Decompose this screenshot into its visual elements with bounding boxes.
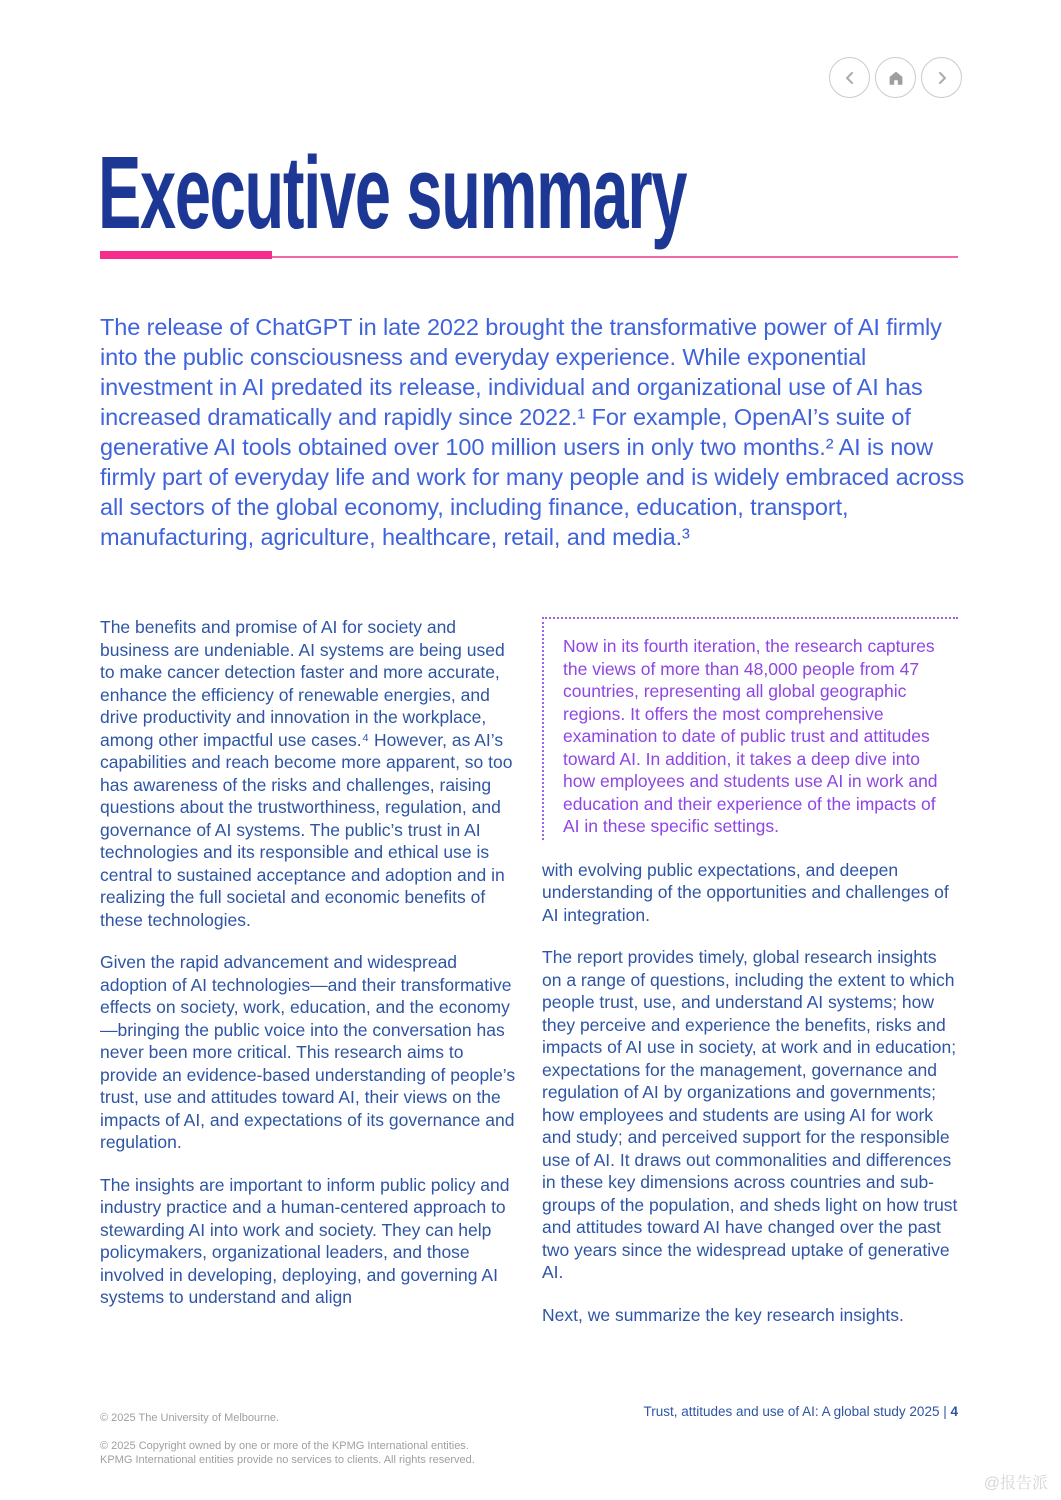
watermark: @报告派 xyxy=(983,1475,1048,1492)
copyright-kpmg xyxy=(100,1440,475,1467)
body-paragraph: The insights are important to inform public policy and industry practice and a human-centered approach to stewarding AI into work and society. They can help policymakers, organizational leaders, and those involved in developing, deploying, and governing AI systems to understand and align xyxy=(100,1174,510,1307)
body-paragraph: Next, we summarize the key research insights. xyxy=(542,1304,904,1325)
title-underline-line xyxy=(272,256,958,258)
chevron-left-icon xyxy=(843,71,857,85)
footer-separator: | xyxy=(939,1404,951,1419)
title-underline xyxy=(100,251,958,260)
intro-paragraph: The release of ChatGPT in late 2022 brought the transformative power of AI firmly into the public consciousness and everyday experience. While exponential investment in AI predated its release, individual and organizational use of AI has increased dramatically and rapidly since 2022.¹ For example, OpenAI’s suite of generative AI tools obtained over 100 million users in only two months.² AI is now firmly part of everyday life and work for many people and is widely embraced across all sectors of the global economy, including finance, education, transport, manufacturing, agriculture, healthcare, retail, and media.³ xyxy=(100,314,965,550)
body-paragraph: The benefits and promise of AI for society and business are undeniable. AI systems are being used to make cancer detection faster and more accurate, enhance the efficiency of renewable energies, and drive productivity and innovation in the workplace, among other impactful use cases.⁴ However, as AI’s capabilities and reach become more apparent, so too has awareness of the risks and challenges, raising questions about the trustworthiness, regulation, and governance of AI systems. The public’s trust in AI technologies and its responsible and ethical use is central to sustained acceptance and adoption and in realizing the full societal and economic benefits of these technologies. xyxy=(100,617,513,930)
title-underline-accent xyxy=(100,251,272,259)
page-number: 4 xyxy=(950,1404,958,1419)
back-button[interactable] xyxy=(829,57,870,98)
left-column xyxy=(100,616,521,1329)
right-column xyxy=(542,617,958,1346)
body-paragraph: The report provides timely, global research insights on a range of questions, including the extent to which people trust, use, and understand AI systems; how they perceive and experience the benefits, risks and impacts of AI use in society, at work and in education; expectations for the management, governance and regulation of AI by organizations and governments; how employees and students are using AI for work and study; and perceived support for the responsible use of AI. It draws out commonalities and differences in these key dimensions across countries and sub-groups of the population, and sheds light on how trust and attitudes toward AI have changed over the past two years since the widespread uptake of generative AI. xyxy=(542,947,958,1282)
page-navigation xyxy=(829,57,962,98)
copyright-melbourne: © 2025 The University of Melbourne. xyxy=(100,1412,280,1424)
body-paragraph: Given the rapid advancement and widespread adoption of AI technologies—and their transformative effects on society, work, education, and the economy—bringing the public voice into the conversation has never been more critical. This research aims to provide an evidence-based understanding of people’s trust, use and attitudes toward AI, their views on the impacts of AI, and expectations of its governance and regulation. xyxy=(100,952,516,1152)
copyright-kpmg-line: KPMG International entities provide no services to clients. All rights reserved. xyxy=(100,1453,475,1466)
page-title: Executive summary xyxy=(98,135,687,250)
forward-button[interactable] xyxy=(921,57,962,98)
report-footer xyxy=(644,1404,958,1419)
chevron-right-icon xyxy=(935,71,949,85)
research-highlight-callout xyxy=(542,617,958,840)
body-paragraph: with evolving public expectations, and deepen understanding of the opportunities and challenges of AI integration. xyxy=(542,859,949,925)
report-title: Trust, attitudes and use of AI: A global study 2025 xyxy=(643,1404,940,1419)
home-button[interactable] xyxy=(875,57,916,98)
home-icon xyxy=(887,69,905,87)
copyright-kpmg-line: © 2025 Copyright owned by one or more of the KPMG International entities. xyxy=(100,1440,469,1452)
callout-text: Now in its fourth iteration, the research captures the views of more than 48,000 people from 47 countries, representing all global geographic regions. It offers the most comprehensive examination to date of public trust and attitudes toward AI. In addition, it takes a deep dive into how employees and students use AI in work and education and their experience of the impacts of AI in these specific settings. xyxy=(563,636,938,836)
